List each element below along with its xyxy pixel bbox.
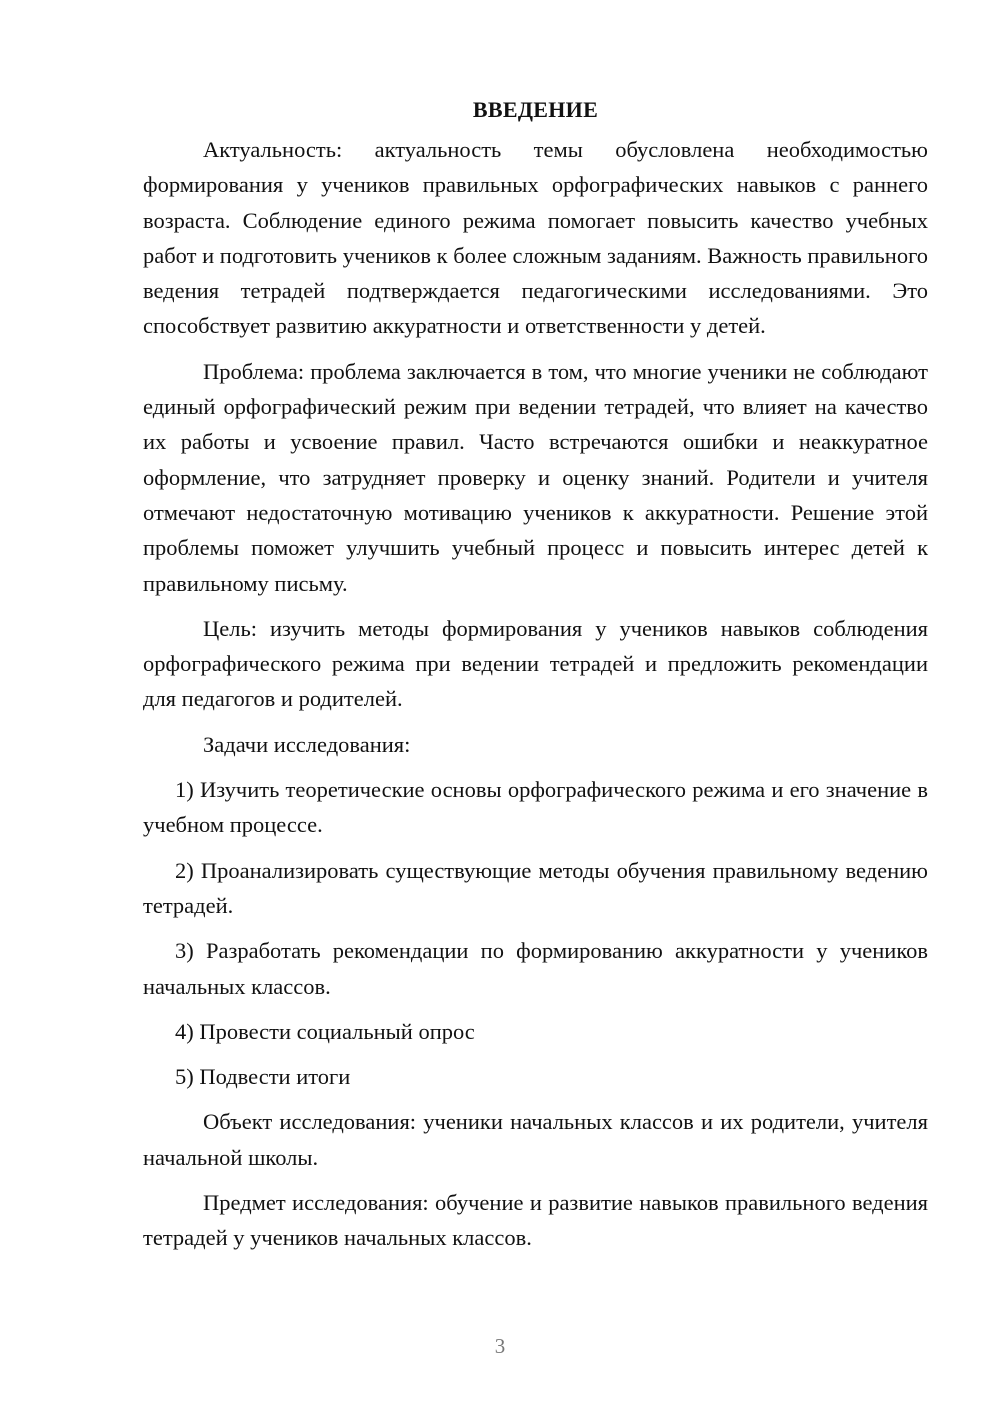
paragraph-tasks-heading: Задачи исследования:	[203, 731, 411, 757]
section-heading: ВВЕДЕНИЕ	[472, 97, 599, 122]
paragraph-problem: Проблема: проблема заключается в том, что многие ученики не соблюдают единый орфографический режим при ведении тетрадей, что влияет на качество их работы и усвоение правил. Часто встречаются ошибки и неаккуратное оформление, что затрудняет проверку и оценку знаний. Родители и учителя отмечают недостаточную мотивацию учеников к аккуратности. Решение этой проблемы поможет улучшить учебный процесс и повысить интерес детей к правильному письму.	[143, 358, 928, 596]
page-content	[143, 92, 928, 1266]
paragraph-goal: Цель: изучить методы формирования у учеников навыков соблюдения орфографического режима при ведении тетрадей и предложить рекомендации для педагогов и родителей.	[143, 615, 928, 712]
paragraph-object: Объект исследования: ученики начальных классов и их родители, учителя начальной школы.	[143, 1109, 928, 1170]
task-item-4: 4) Провести социальный опрос	[175, 1018, 475, 1044]
task-item-3: 3) Разработать рекомендации по формированию аккуратности у учеников начальных классов.	[143, 938, 928, 999]
task-item-5: 5) Подвести итоги	[175, 1064, 351, 1090]
page-number: 3	[494, 1334, 506, 1358]
paragraph-subject: Предмет исследования: обучение и развитие навыков правильного ведения тетрадей у учеников начальных классов.	[143, 1190, 928, 1251]
task-item-1: 1) Изучить теоретические основы орфографического режима и его значение в учебном процессе.	[143, 777, 928, 838]
paragraph-relevance: Актуальность: актуальность темы обусловлена необходимостью формирования у учеников правильных орфографических навыков с раннего возраста. Соблюдение единого режима помогает повысить качество учебных работ и подготовить учеников к более сложным заданиям. Важность правильного ведения тетрадей подтверждается педагогическими исследованиями. Это способствует развитию аккуратности и ответственности у детей.	[143, 137, 928, 339]
task-item-2: 2) Проанализировать существующие методы обучения правильному ведению тетрадей.	[143, 857, 928, 918]
